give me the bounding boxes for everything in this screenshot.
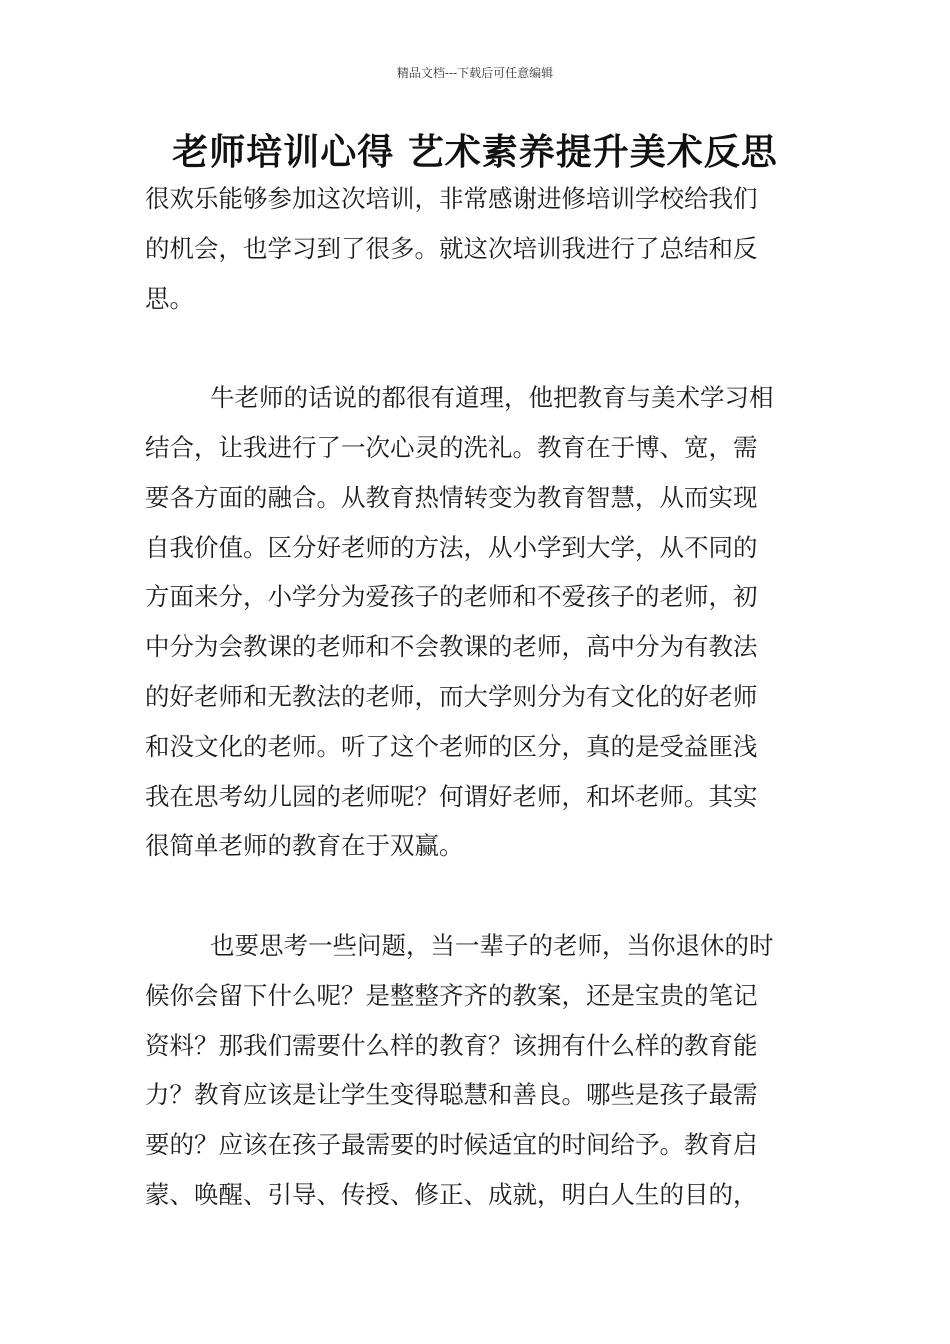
document-title: 老师培训心得 艺术素养提升美术反思 [172,132,778,173]
text-line: 自我价值。区分好老师的方法，从小学到大学，从不同的 [145,532,758,562]
text-line: 思。 [145,283,194,313]
paragraph-1 [145,174,807,323]
text-line: 我在思考幼儿园的老师呢？何谓好老师，和坏老师。其实 [145,781,758,811]
text-line: 结合，让我进行了一次心灵的洗礼。教育在于博、宽，需 [145,432,758,462]
paragraph-gap [145,871,807,921]
text-line: 的机会，也学习到了很多。就这次培训我进行了总结和反 [145,233,758,263]
text-line: 候你会留下什么呢？是整整齐齐的教案，还是宝贵的笔记 [145,980,758,1010]
paragraph-2 [145,373,807,871]
text-line: 蒙、唤醒、引导、传授、修正、成就，明白人生的目的， [145,1179,758,1209]
text-line: 也要思考一些问题，当一辈子的老师，当你退休的时 [210,930,774,960]
text-line: 和没文化的老师。听了这个老师的区分，真的是受益匪浅 [145,731,758,761]
text-line: 中分为会教课的老师和不会教课的老师，高中分为有教法 [145,632,758,662]
text-line: 要各方面的融合。从教育热情转变为教育智慧，从而实现 [145,482,758,512]
text-line: 资料？那我们需要什么样的教育？该拥有什么样的教育能 [145,1030,758,1060]
paragraph-gap [145,323,807,373]
text-line: 的好老师和无教法的老师，而大学则分为有文化的好老师 [145,681,758,711]
header-note: 精品文档---下载后可任意编辑 [396,66,554,80]
text-line: 力？教育应该是让学生变得聪慧和善良。哪些是孩子最需 [145,1080,758,1110]
paragraph-3 [145,921,807,1220]
text-line: 牛老师的话说的都很有道理，他把教育与美术学习相 [210,383,774,413]
text-line: 很简单老师的教育在于双赢。 [145,831,464,861]
text-line: 要的？应该在孩子最需要的时候适宜的时间给予。教育启 [145,1130,758,1160]
text-line: 方面来分，小学分为爱孩子的老师和不爱孩子的老师，初 [145,582,758,612]
text-line: 很欢乐能够参加这次培训，非常感谢进修培训学校给我们 [145,184,758,213]
document-body [145,174,807,1220]
